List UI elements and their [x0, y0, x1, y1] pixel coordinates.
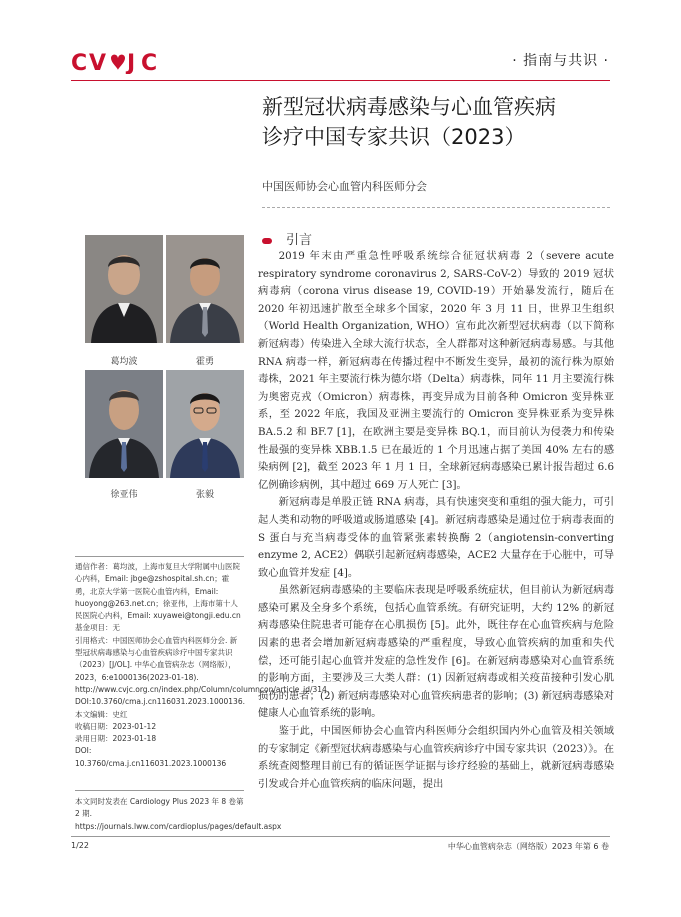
title-line-2: 诊疗中国专家共识（2023）: [262, 125, 526, 149]
author-name-xu: 徐亚伟: [110, 490, 138, 500]
svg-text:J: J: [127, 51, 136, 74]
author-name-ge: 葛均波: [110, 357, 138, 367]
body-paragraph-4: 鉴于此，中国医师协会心血管内科医师分会组织国内外心血管及相关领域的专家制定《新型冠状病毒感染与心血管疾病诊疗中国专家共识（2023）》。在系统查阅整理目前已有的循证医学证据与诊疗经验的基础上，就新冠病毒感染引发或合并心血管疾病的临床问题，提出: [258, 725, 614, 790]
article-body: [258, 248, 614, 793]
sidebar-info: [75, 561, 330, 770]
footer-rule: [71, 836, 610, 837]
author-photo-zhang: [166, 370, 244, 478]
svg-text:C: C: [71, 51, 88, 74]
author-name-zhang: 张毅: [195, 490, 214, 500]
page-number: 1/22: [71, 841, 89, 850]
journal-logo: [71, 50, 161, 74]
published-date: 录用日期：2023-01-18: [75, 734, 157, 744]
sidebar-top-rule: [75, 556, 244, 557]
author-name-huo: 霍勇: [195, 357, 214, 367]
doi-info: DOI: 10.3760/cma.j.cn116031.2023.1000136: [75, 746, 227, 768]
bullet-icon: [262, 238, 272, 244]
dashed-divider: [262, 207, 610, 208]
author-photo-ge: [85, 235, 163, 343]
svg-text:V: V: [89, 51, 107, 74]
article-title: [262, 92, 622, 152]
author-photo-xu: [85, 370, 163, 478]
article-author: 中国医师协会心血管内科医师分会: [262, 180, 427, 193]
editor-info: 本文编辑：史红: [75, 709, 128, 719]
section-heading-text: 引言: [286, 233, 313, 248]
body-paragraph-2: 新冠病毒是单股正链 RNA 病毒，具有快速突变和重组的强大能力，可引起人类和动物的呼吸道或肠道感染 [4]。新冠病毒感染是通过位于病毒表面的 S 蛋白与充当病毒受体的血管紧张素转换酶 2（angiotensin-converting enzyme 2, ACE2）偶联引起新冠病毒感染，ACE2 大量存在于心脏中，可导致心血管并发症 [4]。: [258, 496, 614, 579]
section-label: · 指南与共识 ·: [512, 53, 609, 69]
body-paragraph-3: 虽然新冠病毒感染的主要临床表现是呼吸系统症状，但目前认为新冠病毒感染可累及全身多个系统，包括心血管系统。有研究证明，大约 12% 的新冠病毒感染住院患者可能存在心肌损伤 [5]。此外，既往存在心血管疾病与危险因素的患者会增加新冠病毒感染的严重程度，导致心血管疾病的加重和失代偿，还可能引起心血管并发症的急性发作 [6]。在新冠病毒感染对心血管系统的影响方面，主要涉及三大类人群：(1) 因新冠病毒或相关疫苗接种引发心肌损伤的患者；(2) 新冠病毒感染对心血管疾病患者的影响；(3) 新冠病毒感染对健康人心血管系统的影响。: [258, 584, 614, 720]
funding-info: 基金项目：无: [75, 623, 120, 633]
svg-text:C: C: [141, 51, 158, 74]
section-heading: [262, 229, 312, 248]
simultaneous-publication-note: 本文同时发表在 Cardiology Plus 2023 年 8 卷第 2 期. https://journals.lww.com/cardioplus/pages/default.aspx: [75, 797, 282, 831]
header-rule: [71, 80, 610, 81]
author-photo-huo: [166, 235, 244, 343]
received-date: 收稿日期：2023-01-12: [75, 721, 157, 731]
title-line-1: 新型冠状病毒感染与心血管疾病: [262, 95, 556, 119]
sidebar-mid-rule: [75, 790, 244, 791]
body-paragraph-1: 2019 年末由严重急性呼吸系统综合征冠状病毒 2（severe acute respiratory syndrome coronavirus 2, SARS-CoV-2）导致的 2019 冠状病毒病（corona virus disease 19, COVID-19）开始暴发流行，随后在 2020 年初迅速扩散至全球多个国家，2020 年 3 月 11 日，世界卫生组织（World Health Organization, WHO）宣布此次新型冠状病毒（以下简称新冠病毒）传染进入全球大流行状态，全人群都对这种新冠病毒易感。与其他 RNA 病毒一样，新冠病毒在传播过程中不断发生变异，最初的流行株为原始毒株，2021 年主要流行株为德尔塔（Delta）病毒株，同年 11 月主要流行株为奥密克戎（Omicron）病毒株，再变异成为目前各种 Omicron 变异株亚系，至 2022 年底，我国及亚洲主要流行的 Omicron 变异株亚系为变异株 BA.5.2 和 BF.7 [1]，在欧洲主要是变异株 BQ.1，而目前认为侵袭力和传染性最强的变异株 XBB.1.5 已在最近的 1 个月迅速占据了美国 40% 左右的感染病例 [2]，截至 2023 年 1 月 1 日，全球新冠病毒感染已累计报告超过 6.6 亿例确诊病例，其中超过 669 万人死亡 [3]。: [258, 250, 614, 491]
citation-info: 引用格式：中国医师协会心血管内科医师分会. 新型冠状病毒感染与心血管疾病诊疗中国专家共识（2023）[J/OL]. 中华心血管病杂志（网络版），2023，6:e1000136(2023-01-18). http://www.cvjc.org.cn/index.php/Column/columncon/article_id/314. DOI:10.3760/cma.j.cn116031.2023.1000136.: [75, 635, 330, 707]
journal-footer: 中华心血管病杂志（网络版）2023 年第 6 卷: [447, 842, 609, 851]
correspondence-info: 通信作者：葛均波，上海市复旦大学附属中山医院心内科，Email: jbge@zshospital.sh.cn；霍勇，北京大学第一医院心血管内科，Email: huoyong@263.net.cn；徐亚伟，上海市第十人民医院心内科，Email: xuyawei@tongji.edu.cn: [75, 562, 241, 621]
